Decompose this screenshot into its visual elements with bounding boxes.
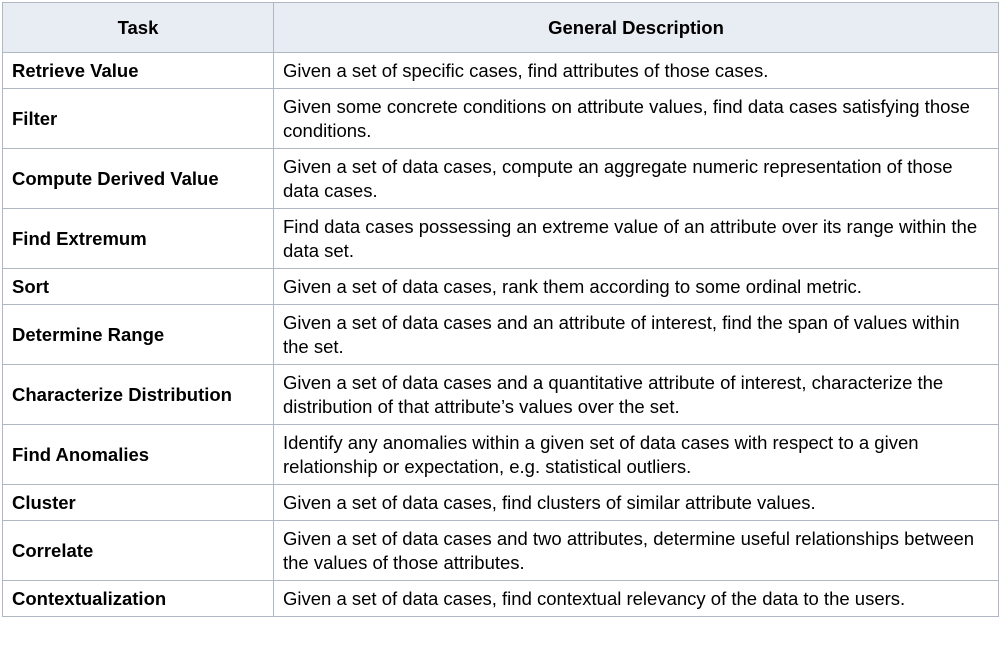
task-description: Find data cases possessing an extreme value of an attribute over its range within the data set. [274,209,999,269]
table-row [3,521,999,581]
table-row [3,269,999,305]
task-description: Given a set of data cases and a quantitative attribute of interest, characterize the distribution of that attribute’s values over the set. [274,365,999,425]
task-name: Cluster [3,485,274,521]
task-description: Given a set of data cases, rank them according to some ordinal metric. [274,269,999,305]
table-row [3,581,999,617]
task-name: Determine Range [3,305,274,365]
task-name: Correlate [3,521,274,581]
task-name: Filter [3,89,274,149]
table-row [3,425,999,485]
task-description: Given a set of data cases and two attributes, determine useful relationships between the values of those attributes. [274,521,999,581]
task-name: Sort [3,269,274,305]
column-header-description: General Description [274,3,999,53]
table-row [3,305,999,365]
table-row [3,53,999,89]
table-row [3,485,999,521]
task-name: Characterize Distribution [3,365,274,425]
task-name: Retrieve Value [3,53,274,89]
table-row [3,365,999,425]
task-description: Given some concrete conditions on attribute values, find data cases satisfying those conditions. [274,89,999,149]
task-description: Given a set of data cases, compute an aggregate numeric representation of those data cases. [274,149,999,209]
table-header-row [3,3,999,53]
task-description: Given a set of data cases, find clusters of similar attribute values. [274,485,999,521]
task-description: Given a set of data cases, find contextual relevancy of the data to the users. [274,581,999,617]
table-row [3,149,999,209]
task-description: Given a set of data cases and an attribute of interest, find the span of values within the set. [274,305,999,365]
column-header-task: Task [3,3,274,53]
table-row [3,209,999,269]
task-description: Given a set of specific cases, find attributes of those cases. [274,53,999,89]
task-name: Contextualization [3,581,274,617]
task-name: Find Extremum [3,209,274,269]
task-description: Identify any anomalies within a given set of data cases with respect to a given relationship or expectation, e.g. statistical outliers. [274,425,999,485]
table-row [3,89,999,149]
task-name: Find Anomalies [3,425,274,485]
task-name: Compute Derived Value [3,149,274,209]
task-table [2,2,999,617]
